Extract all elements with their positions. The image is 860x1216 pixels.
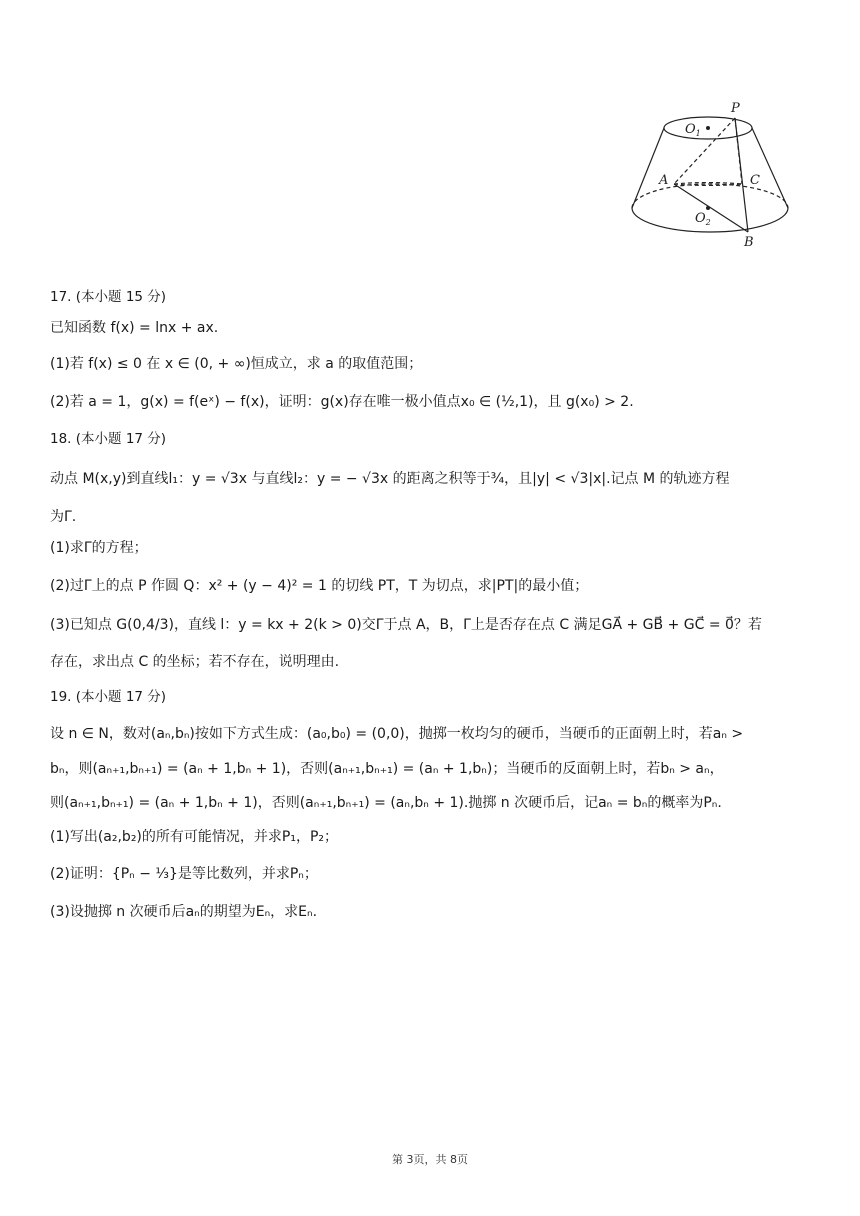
label-O2: $O_2$ [695, 211, 711, 227]
segment-PA [674, 118, 735, 184]
q19-part3: (3)设抛掷 n 次硬币后aₙ的期望为Eₙ，求Eₙ. [50, 904, 318, 920]
frustum-diagram [625, 98, 795, 250]
q18-part1: (1)求Γ的方程； [50, 540, 148, 556]
middle-section [674, 183, 742, 184]
q19-part1: (1)写出(a₂,b₂)的所有可能情况，并求P₁，P₂； [50, 829, 339, 845]
q18-part2: (2)过Γ上的点 P 作圆 Q：x² + (y − 4)² = 1 的切线 PT，T 为切点，求|PT|的最小值； [50, 578, 589, 594]
q18-stem-line1: 动点 M(x,y)到直线l₁：y = √3x 与直线l₂：y = − √3x 的距离之积等于¾，且|y| < √3|x|.记点 M 的轨迹方程 [50, 471, 730, 487]
label-O1: $O_1$ [685, 122, 701, 138]
q19-heading: 19. (本小题 17 分) [50, 689, 167, 705]
segment-AB [674, 184, 748, 232]
point-O1 [706, 126, 710, 130]
page-footer: 第 3页，共 8页 [392, 1153, 468, 1166]
q19-stem-line2: bₙ，则(aₙ₊₁,bₙ₊₁) = (aₙ + 1,bₙ + 1)，否则(aₙ₊₁,bₙ₊₁) = (aₙ + 1,bₙ)；当硬币的反面朝上时，若bₙ > aₙ， [50, 761, 724, 777]
q18-part3-line1: (3)已知点 G(0,4/3)，直线 l：y = kx + 2(k > 0)交Γ于点 A，B，Γ上是否存在点 C 满足GA⃗ + GB⃗ + GC⃗ = 0⃗？若 [50, 617, 762, 633]
q17-heading: 17. (本小题 15 分) [50, 289, 167, 305]
q19-stem-line3: 则(aₙ₊₁,bₙ₊₁) = (aₙ + 1,bₙ + 1)，否则(aₙ₊₁,bₙ₊₁) = (aₙ,bₙ + 1).抛掷 n 次硬币后，记aₙ = bₙ的概率为Pₙ. [50, 795, 722, 811]
right-slant-edge [752, 128, 788, 208]
point-O2 [706, 206, 710, 210]
q19-stem-line1: 设 n ∈ N，数对(aₙ,bₙ)按如下方式生成：(a₀,b₀) = (0,0)，抛掷一枚均匀的硬币，当硬币的正面朝上时，若aₙ > [50, 726, 744, 742]
label-A: A [659, 173, 669, 188]
left-slant-edge [632, 128, 664, 208]
q18-heading: 18. (本小题 17 分) [50, 431, 167, 447]
label-C: C [750, 173, 760, 188]
q17-stem: 已知函数 f(x) = lnx + ax. [50, 320, 219, 336]
q18-part3-line2: 存在，求出点 C 的坐标；若不存在，说明理由. [50, 654, 340, 670]
q19-part2: (2)证明：{Pₙ − ⅓}是等比数列，并求Pₙ； [50, 866, 318, 882]
label-P: P [731, 101, 740, 116]
bottom-base-back [632, 184, 788, 208]
label-B: B [744, 235, 754, 250]
q18-stem-line2: 为Γ. [50, 509, 77, 525]
frustum-figure [625, 98, 795, 250]
q17-part1: (1)若 f(x) ≤ 0 在 x ∈ (0, + ∞)恒成立，求 a 的取值范围； [50, 356, 423, 372]
q17-part2: (2)若 a = 1，g(x) = f(eˣ) − f(x)，证明：g(x)存在唯一极小值点x₀ ∈ (½,1)，且 g(x₀) > 2. [50, 394, 634, 410]
